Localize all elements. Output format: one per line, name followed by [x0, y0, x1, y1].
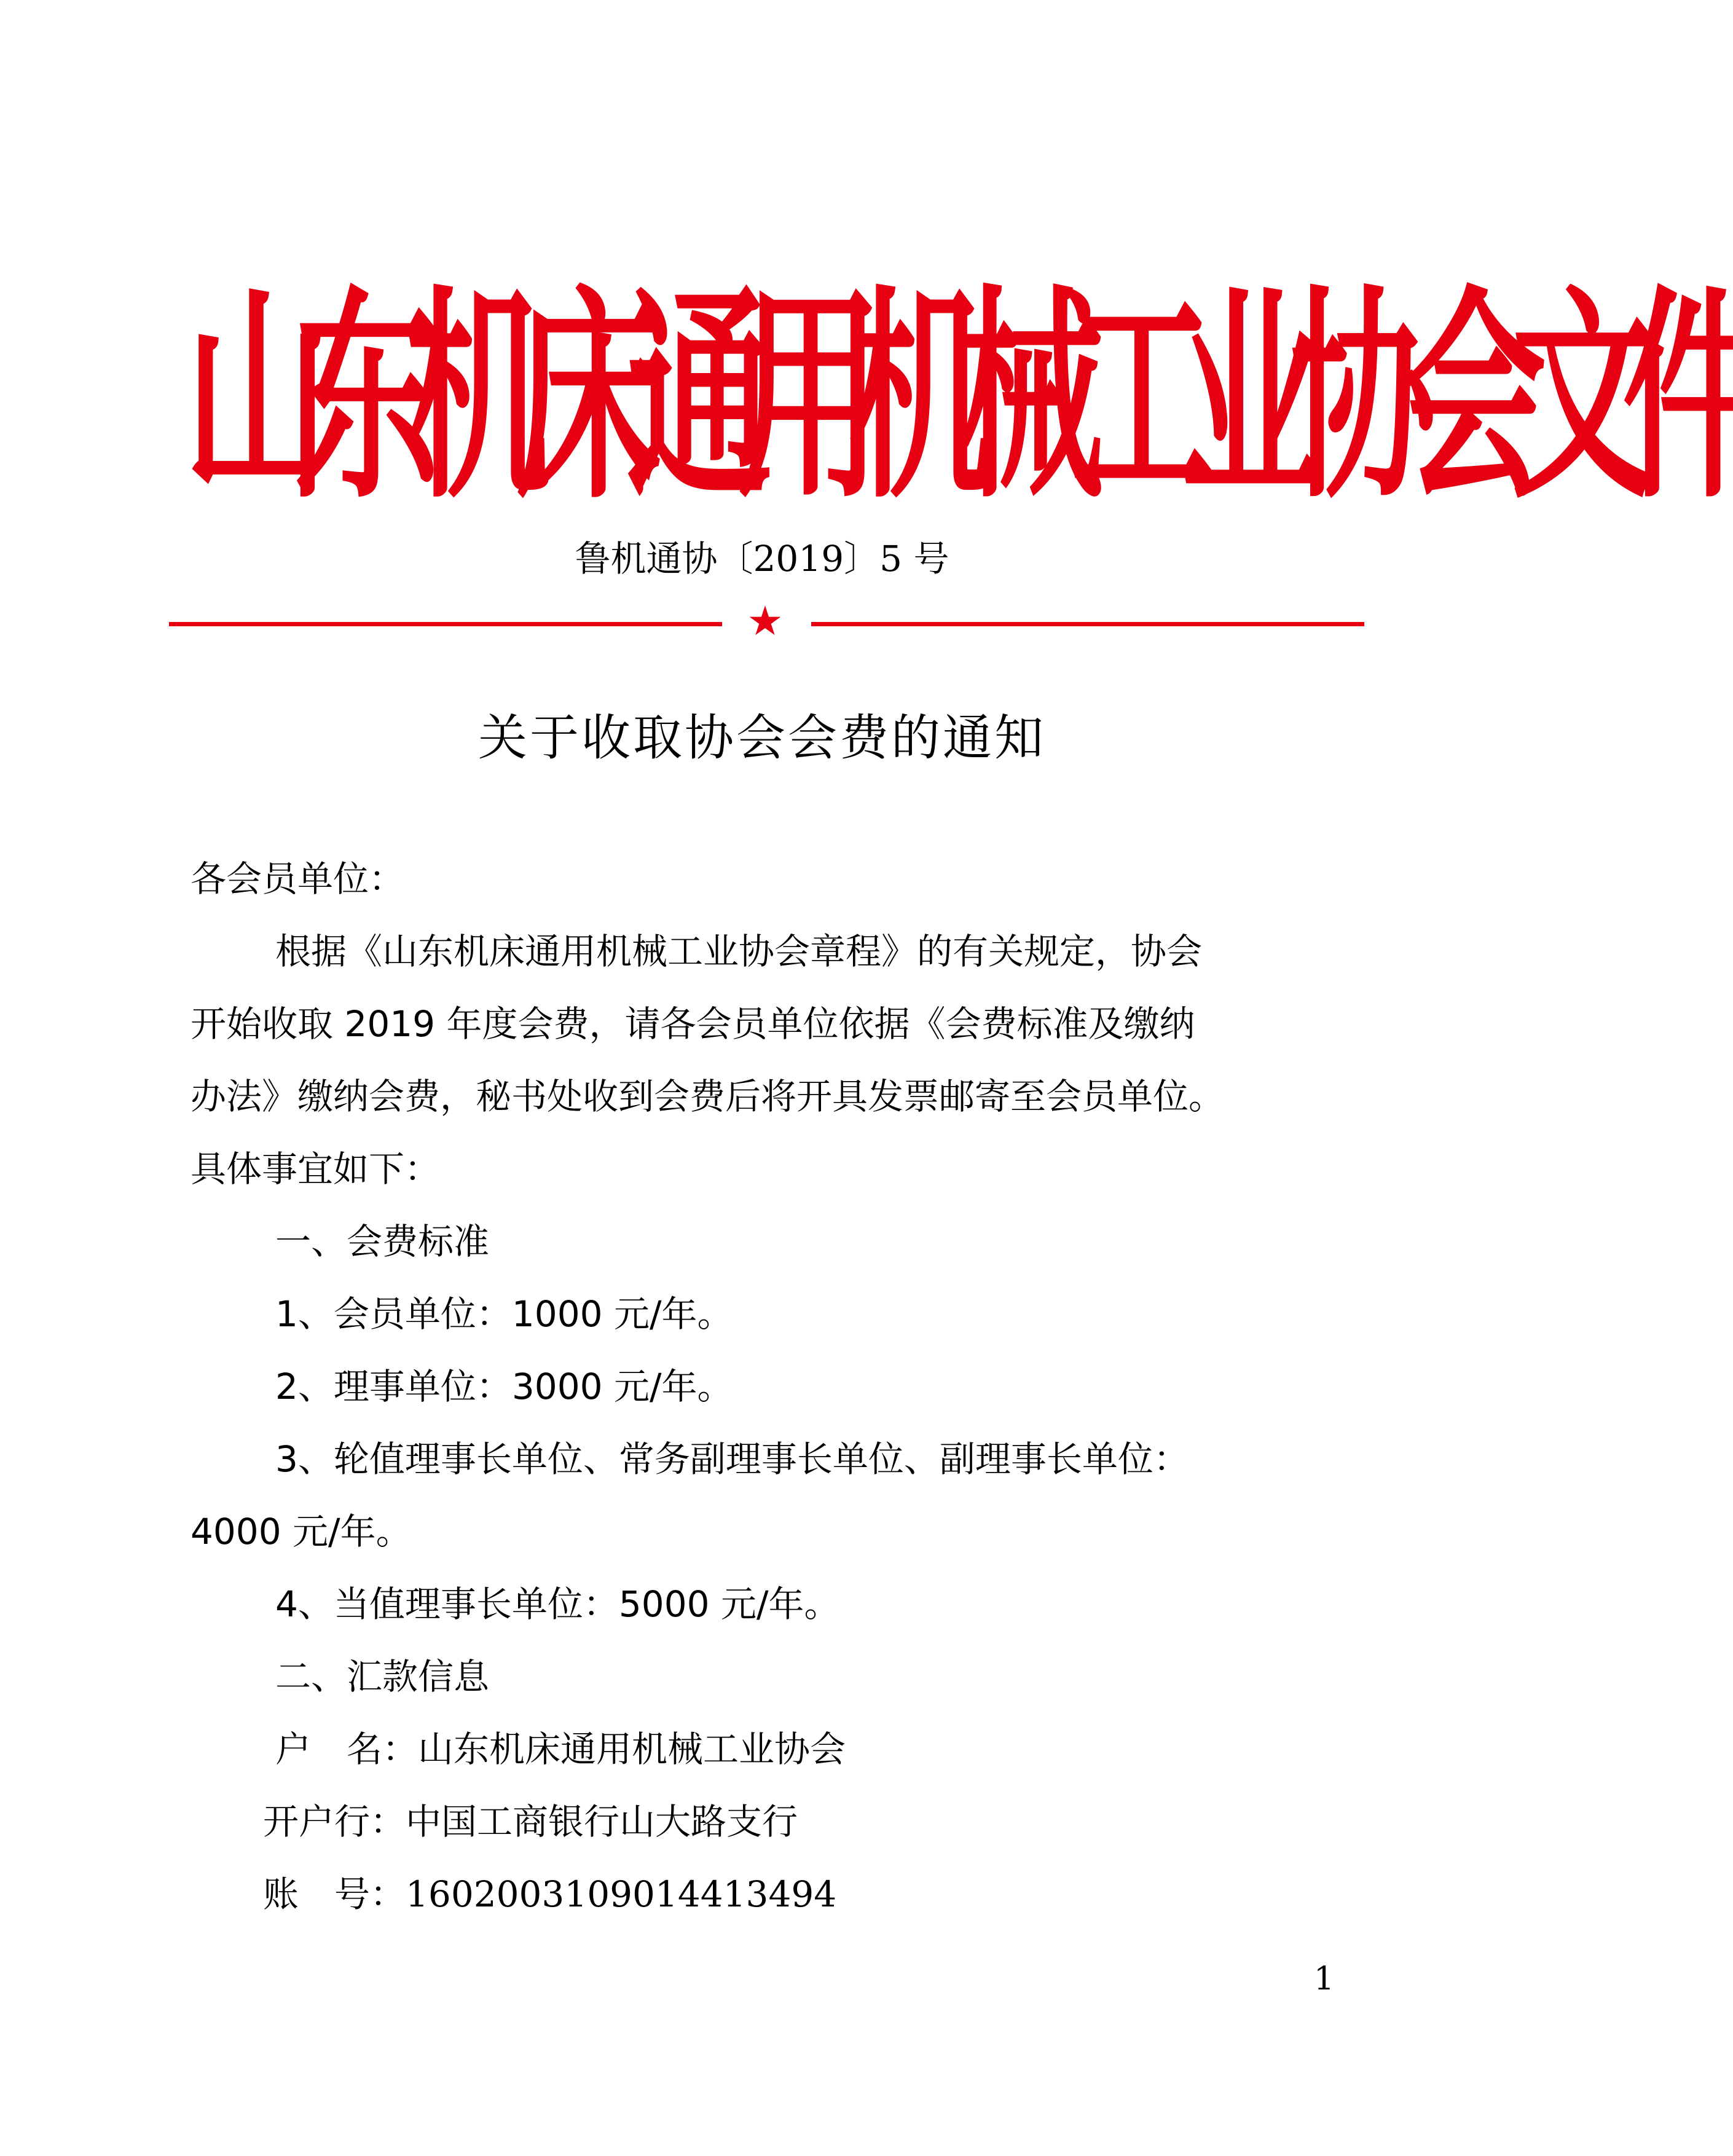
account-number-value: 1602003109014413494	[406, 1873, 837, 1915]
account-name-value: 山东机床通用机械工业协会	[418, 1728, 846, 1770]
account-number-row	[263, 1870, 836, 1919]
fee-item: 1、会员单位：1000 元/年。	[275, 1293, 733, 1335]
bank-row	[263, 1797, 798, 1846]
body-paragraph-line: 开始收取 2019 年度会费，请各会员单位依据《会费标准及缴纳	[191, 1003, 1195, 1045]
section-heading-fees: 一、会费标准	[275, 1221, 490, 1262]
body-paragraph-line: 根据《山东机床通用机械工业协会章程》的有关规定，协会	[275, 930, 1203, 972]
salutation: 各会员单位：	[191, 858, 405, 900]
star-icon: ★	[747, 597, 784, 645]
body-paragraph-line: 办法》缴纳会费，秘书处收到会费后将开具发票邮寄至会员单位。	[191, 1076, 1225, 1117]
fee-item: 3、轮值理事长单位、常务副理事长单位、副理事长单位：	[275, 1438, 1189, 1480]
document-number: 鲁机通协〔2019〕5 号	[575, 538, 949, 580]
fee-item-continued: 4000 元/年。	[191, 1511, 412, 1552]
fee-item: 4、当值理事长单位：5000 元/年。	[275, 1583, 840, 1625]
section-heading-remittance: 二、汇款信息	[275, 1656, 490, 1698]
bank-label: 开户行：	[263, 1801, 406, 1843]
masthead-title: 山东机床通用机械工业协会文件	[184, 264, 1733, 529]
body-paragraph-line: 具体事宜如下：	[191, 1148, 441, 1190]
page-number: 1	[1314, 1961, 1335, 1997]
red-divider-right	[811, 622, 1364, 626]
account-name-label: 户 名：	[275, 1728, 419, 1770]
red-divider-left	[169, 622, 722, 626]
account-name-row	[275, 1725, 846, 1774]
account-number-label: 账 号：	[263, 1873, 406, 1915]
bank-value: 中国工商银行山大路支行	[406, 1801, 798, 1843]
notice-title: 关于收取协会会费的通知	[478, 709, 1046, 766]
fee-item: 2、理事单位：3000 元/年。	[275, 1366, 733, 1407]
